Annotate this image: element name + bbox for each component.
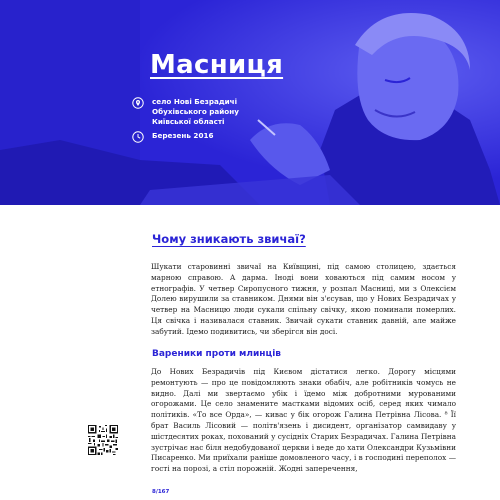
intro-paragraph: Шукати старовинні звичаї на Київщині, під самою столицею, здається марною справою. А дарма. Іноді вони ховаються під самим носом у етнографів. У четвер Сиропусного тижня, у розпал Масниці, ми з Олексієм Долею вирушили за ставником. Днями він з'єсував, що у Нових Безрадичах у четвер на Масницю люди сукали спільну свічку, якою поминали померлих. Ця свічка і називалася ставник. Звичай сукати ставник давній, але майже забутий. Ідемо подивитись, чи зберігся він досі. (151, 262, 456, 336)
date-row (132, 131, 213, 143)
header-banner (0, 0, 500, 205)
clock-icon (132, 131, 144, 143)
qr-code-icon[interactable] (88, 425, 118, 455)
elderly-woman-photo (0, 0, 500, 205)
page-title: Масниця (150, 50, 284, 80)
location-pin-icon (132, 97, 144, 109)
location-row (132, 97, 239, 127)
body-paragraph: До Нових Безрадичів під Києвом дістатися легко. Дорогу місцями ремонтують — про це повідомляють знаки обабіч, але робітників чомусь не видно. Далі ми звертаємо убік і їдемо між добротними мурованими огорожами. Це село знаменитe мастками відомих осіб, серед яких чимало політиків. «То все Орда», — кивас у бік огорож Галина Петрівна Лісова. ⁸ Її брат Василь Лісовий — політв'язень і дисидент, організатор самвидаву у шістдесятих роках, похований у сусідніх Старих Безрадичах. Галина Петрівна зустрічає нас біля недобудованої церкви і веде до хати Олександри Кузьмівни Писаренко. Ми приїхали раніше домовленого часу, і в господині переполох — гості на порозі, а стіл порожній. Жодні заперечення, (151, 367, 456, 474)
page-number: 8/167 (152, 489, 170, 495)
location-text: село Нові Безрадичі Обухівського району Київської області (152, 97, 239, 126)
section-heading-vareniki: Вареники проти млинців (152, 349, 281, 359)
date-text: Березень 2016 (152, 131, 214, 140)
section-heading-customs: Чому зникають звичаї? (152, 232, 306, 246)
